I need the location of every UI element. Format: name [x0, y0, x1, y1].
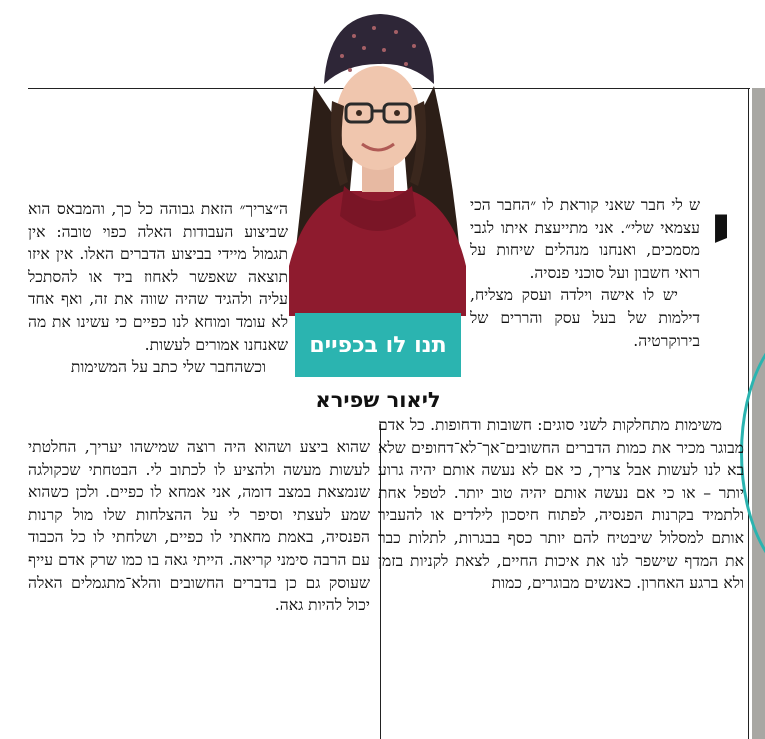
article-text-left-bottom	[28, 436, 370, 617]
paragraph: וכשהחבר שלי כתב על המשימות	[70, 358, 266, 377]
article-text-right-bottom	[378, 414, 744, 595]
article-text-left-top	[28, 198, 288, 379]
paragraph: ש לי חבר שאני קוראת לו ״החבר הכי עצמאי שלי״. אני מתייעצת איתו לגבי מסמכים, ואנחנו מנהלים שיחות על רואי חשבון ועל סוכני פנסיה.	[470, 196, 700, 282]
paragraph: משימות מתחלקות לשני סוגים: חשובות ודחופות. כל אדם מבוגר מכיר את כמות הדברים החשובים־אך־לא־דחופים שלא בא לנו לעשות אבל צריך, כי אם לא נעשה אותם יהיה גרוע יותר – או כי אם נעשה אותם יהיה טוב יותר. לטפל אחת ולתמיד בקרנות הפנסיה, לפתוח חיסכון לילדים או להעביר אותם למסלול שיבטיח להם יותר כסף בבגרות, לתלות כבר את המדף שישפר לנו את איכות החיים, לצאת לקניות בזמן ולא ברגע האחרון. כאנשים מבוגרים, כמות	[378, 416, 744, 593]
article-text-right-top	[470, 194, 700, 352]
author-name: ליאור שפירא	[315, 388, 441, 412]
column-title: תנו לו בכפיים	[295, 313, 461, 377]
paragraph: ה״צריך״ הזאת גבוהה כל כך, והמבאס הוא שביצוע העבודות האלה כפוי טובה: אין תגמול מיידי בביצוע הדברים האלו. אין איזו תוצאה שאפשר לאחוז ביד או להסתכל עליה ולהגיד שהיה שווה את זה, ואף אחד לא עומד ומוחא לנו כפיים כי עשינו את מה שאנחנו אמורים לעשות.	[28, 200, 288, 354]
author-portrait	[284, 6, 470, 316]
paragraph: יש לו אישה וילדה ועסק מצליח, דילמות של בעל עסק והררים של בירוקרטיה.	[470, 286, 700, 350]
drop-cap: י	[710, 187, 732, 273]
paragraph: שהוא ביצע ושהוא היה רוצה שמישהו יעריך, החלטתי לעשות מעשה ולהציע לו לכתוב לי. הבטחתי שכקולגה שנמצאת במצב דומה, אני אמחא לו כפיים. ולכן כשהוא שמע לעצתי וסיפר לי על ההצלחות שלו מול קרנות הפנסיה, באמת מחאתי לו כפיים, ושלחתי לו כל הכבוד עם הרבה סימני קריאה. הייתי גאה בו כמו שרק אדם עייף שעוסק גם כן בדברים החשובים והלא־מתגמלים האלה יכול להיות גאה.	[28, 438, 370, 615]
